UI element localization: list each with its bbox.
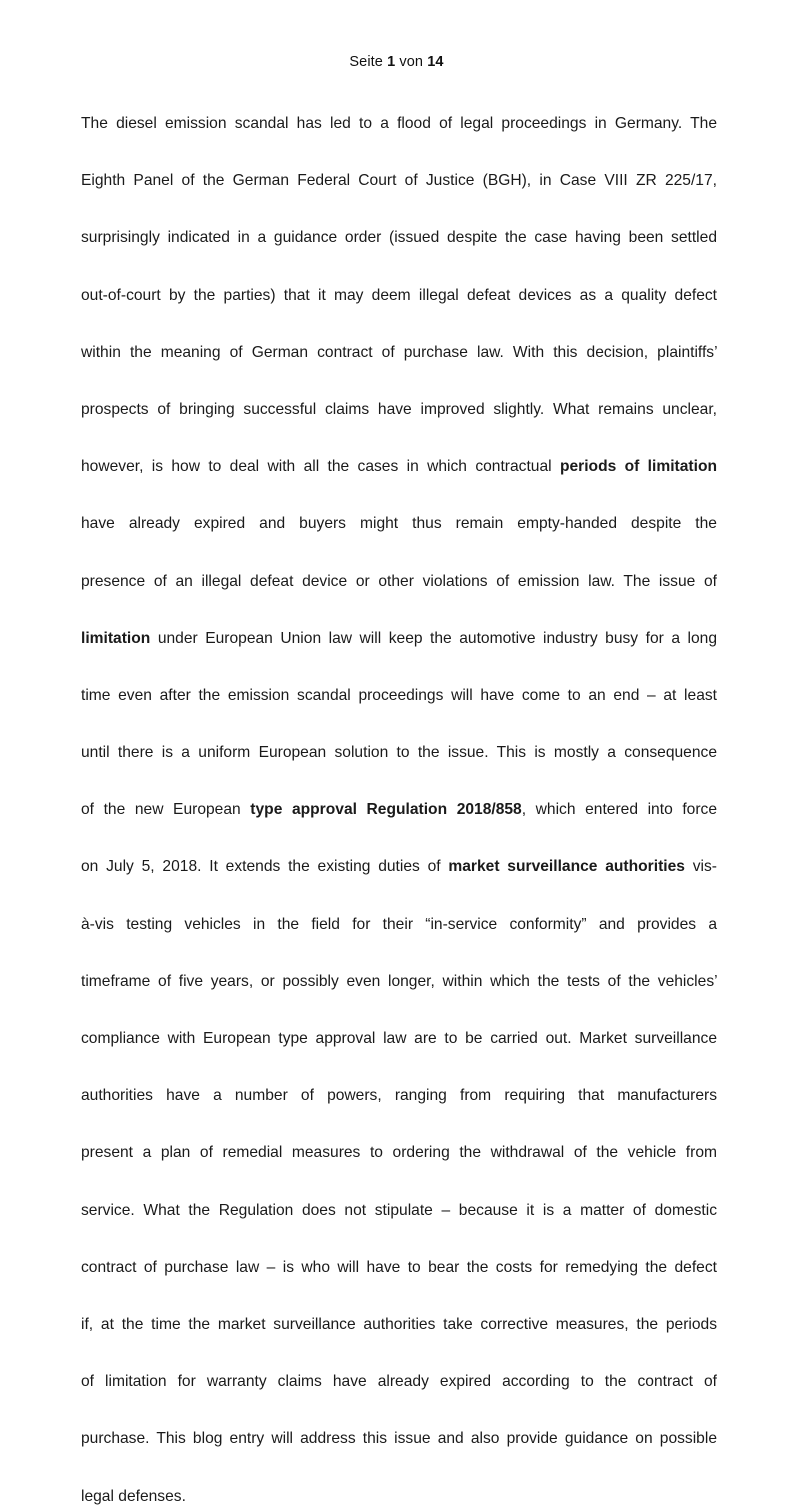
body-text: have already expired and buyers might thus remain empty-handed despite the: [81, 515, 717, 533]
body-text: time even after the emission scandal proceedings will have come to an end – at least: [81, 686, 717, 704]
body-line: [81, 916, 717, 933]
body-line: [81, 573, 717, 590]
body-line: [81, 401, 717, 418]
body-line: [81, 229, 717, 246]
body-text: surprisingly indicated in a guidance order (issued despite the case having been settled: [81, 229, 717, 247]
body-text: of limitation for warranty claims have already expired according to the contract of: [81, 1373, 717, 1391]
body-line: [81, 344, 717, 361]
body-text: out-of-court by the parties) that it may deem illegal defeat devices as a quality defect: [81, 286, 717, 304]
body-line: [81, 115, 717, 132]
body-text: The diesel emission scandal has led to a flood of legal proceedings in Germany. The: [81, 115, 717, 132]
body-text: on July 5, 2018. It extends the existing duties of: [81, 858, 449, 876]
body-text: of the new European: [81, 801, 251, 819]
body-text: however, is how to deal with all the cases in which contractual: [81, 458, 560, 476]
body-emphasis: market surveillance authorities: [448, 858, 685, 876]
body-line: [81, 1030, 717, 1047]
body-text: authorities have a number of powers, ranging from requiring that manufacturers: [81, 1087, 717, 1105]
body-line: [81, 630, 717, 647]
body-text: within the meaning of German contract of purchase law. With this decision, plaintiffs’: [81, 343, 717, 361]
body-line: [81, 1430, 717, 1447]
body-text: , which entered into force: [521, 801, 717, 819]
body-paragraph: [81, 110, 717, 1511]
body-line: [81, 515, 717, 532]
body-line: [81, 287, 717, 304]
body-line: [81, 172, 717, 189]
body-text: purchase. This blog entry will address this issue and also provide guidance on possible: [81, 1430, 717, 1448]
body-text: until there is a uniform European solution to the issue. This is mostly a consequence: [81, 744, 717, 762]
body-line: [81, 858, 717, 875]
body-emphasis: limitation: [81, 629, 151, 647]
body-line: [81, 1202, 717, 1219]
body-text: vis-: [684, 858, 717, 876]
body-text: timeframe of five years, or possibly even longer, within which the tests of the vehicles’: [81, 972, 717, 990]
body-line: [81, 1316, 717, 1333]
body-line: [81, 1373, 717, 1390]
body-text: legal defenses.: [81, 1487, 186, 1505]
document-body: [81, 110, 717, 1511]
page-header-current-page: 1: [387, 54, 396, 70]
body-emphasis: type approval Regulation 2018/858: [250, 801, 522, 819]
body-line: [81, 1488, 186, 1505]
body-text: present a plan of remedial measures to ordering the withdrawal of the vehicle from: [81, 1144, 717, 1162]
body-line: [81, 801, 717, 818]
body-text: presence of an illegal defeat device or other violations of emission law. The issue of: [81, 572, 717, 590]
body-line: [81, 687, 717, 704]
body-line: [81, 1259, 717, 1276]
body-text: compliance with European type approval law are to be carried out. Market surveillance: [81, 1030, 717, 1047]
page-header-total-pages: 14: [427, 54, 444, 70]
body-line: [81, 458, 717, 475]
page-header: [0, 53, 793, 71]
page-header-middle: von: [399, 54, 424, 70]
body-line: [81, 1087, 717, 1104]
body-text: contract of purchase law – is who will have to bear the costs for remedying the defect: [81, 1258, 717, 1276]
body-emphasis: periods of limitation: [559, 458, 717, 476]
body-text: under European Union law will keep the automotive industry busy for a long: [150, 629, 717, 647]
body-line: [81, 1144, 717, 1161]
body-text: Eighth Panel of the German Federal Court of Justice (BGH), in Case VIII ZR 225/17,: [81, 172, 717, 190]
page-header-prefix: Seite: [349, 54, 383, 70]
body-line: [81, 973, 717, 990]
body-text: prospects of bringing successful claims have improved slightly. What remains unclear,: [81, 400, 717, 418]
body-text: service. What the Regulation does not stipulate – because it is a matter of domestic: [81, 1201, 717, 1219]
body-text: if, at the time the market surveillance authorities take corrective measures, the periods: [81, 1315, 717, 1333]
body-line: [81, 744, 717, 761]
body-text: à-vis testing vehicles in the field for their “in-service conformity” and provides a: [81, 915, 717, 933]
